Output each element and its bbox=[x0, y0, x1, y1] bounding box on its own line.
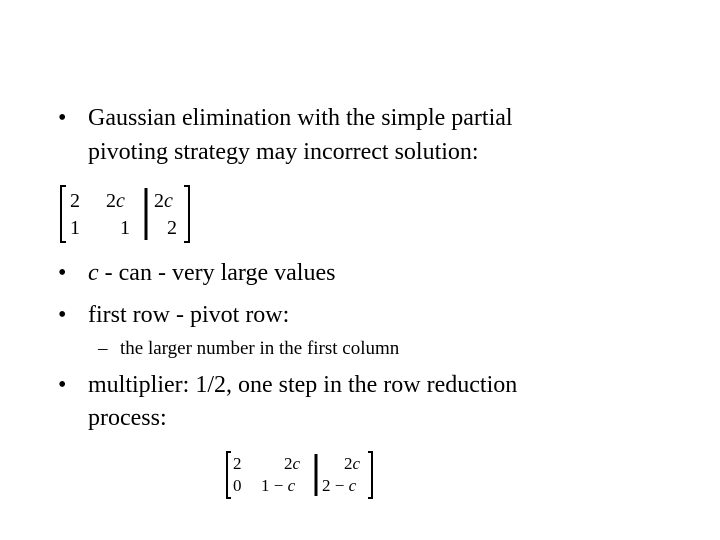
m2-r1-c3: 2c bbox=[344, 454, 361, 473]
variable-c: c bbox=[88, 260, 99, 286]
bullet-text-line1: Gaussian elimination with the simple partial bbox=[88, 105, 513, 131]
augmented-matrix-original bbox=[58, 184, 198, 246]
m2-r1-c2: 2c bbox=[284, 454, 301, 473]
m2-r2-c2: 1 − c bbox=[261, 476, 296, 495]
m1-r2-c3: 2 bbox=[167, 217, 177, 239]
bullet-text-line1: multiplier: 1/2, one step in the row reduction bbox=[88, 372, 518, 398]
m1-r1-c1: 2 bbox=[70, 190, 80, 212]
bullet-dot: • bbox=[58, 372, 67, 398]
right-bracket bbox=[368, 452, 372, 498]
m2-r2-c1: 0 bbox=[233, 476, 242, 495]
bullet-text-line2: process: bbox=[88, 405, 167, 431]
bullet-text-rest: - can - very large values bbox=[98, 260, 336, 286]
bullet-dot: • bbox=[58, 105, 67, 131]
m2-r1-c1: 2 bbox=[233, 454, 242, 473]
sub-bullet-text: the larger number in the first column bbox=[120, 338, 400, 359]
sub-bullet-dash: – bbox=[98, 338, 108, 359]
left-bracket bbox=[61, 186, 66, 242]
bullet-text: first row - pivot row: bbox=[88, 302, 290, 328]
m1-r1-c2: 2c bbox=[106, 190, 125, 212]
m1-r2-c2: 1 bbox=[120, 217, 130, 239]
bullet-text bbox=[88, 256, 335, 290]
right-bracket bbox=[184, 186, 189, 242]
m1-r1-c3: 2c bbox=[154, 190, 173, 212]
m2-r2-c3: 2 − c bbox=[322, 476, 357, 495]
m1-r2-c1: 1 bbox=[70, 217, 80, 239]
bullet-text-line2: pivoting strategy may incorrect solution: bbox=[88, 139, 479, 165]
bullet-dot: • bbox=[58, 302, 67, 328]
augmented-matrix-reduced bbox=[224, 450, 380, 502]
bullet-dot: • bbox=[58, 260, 67, 286]
left-bracket bbox=[227, 452, 231, 498]
